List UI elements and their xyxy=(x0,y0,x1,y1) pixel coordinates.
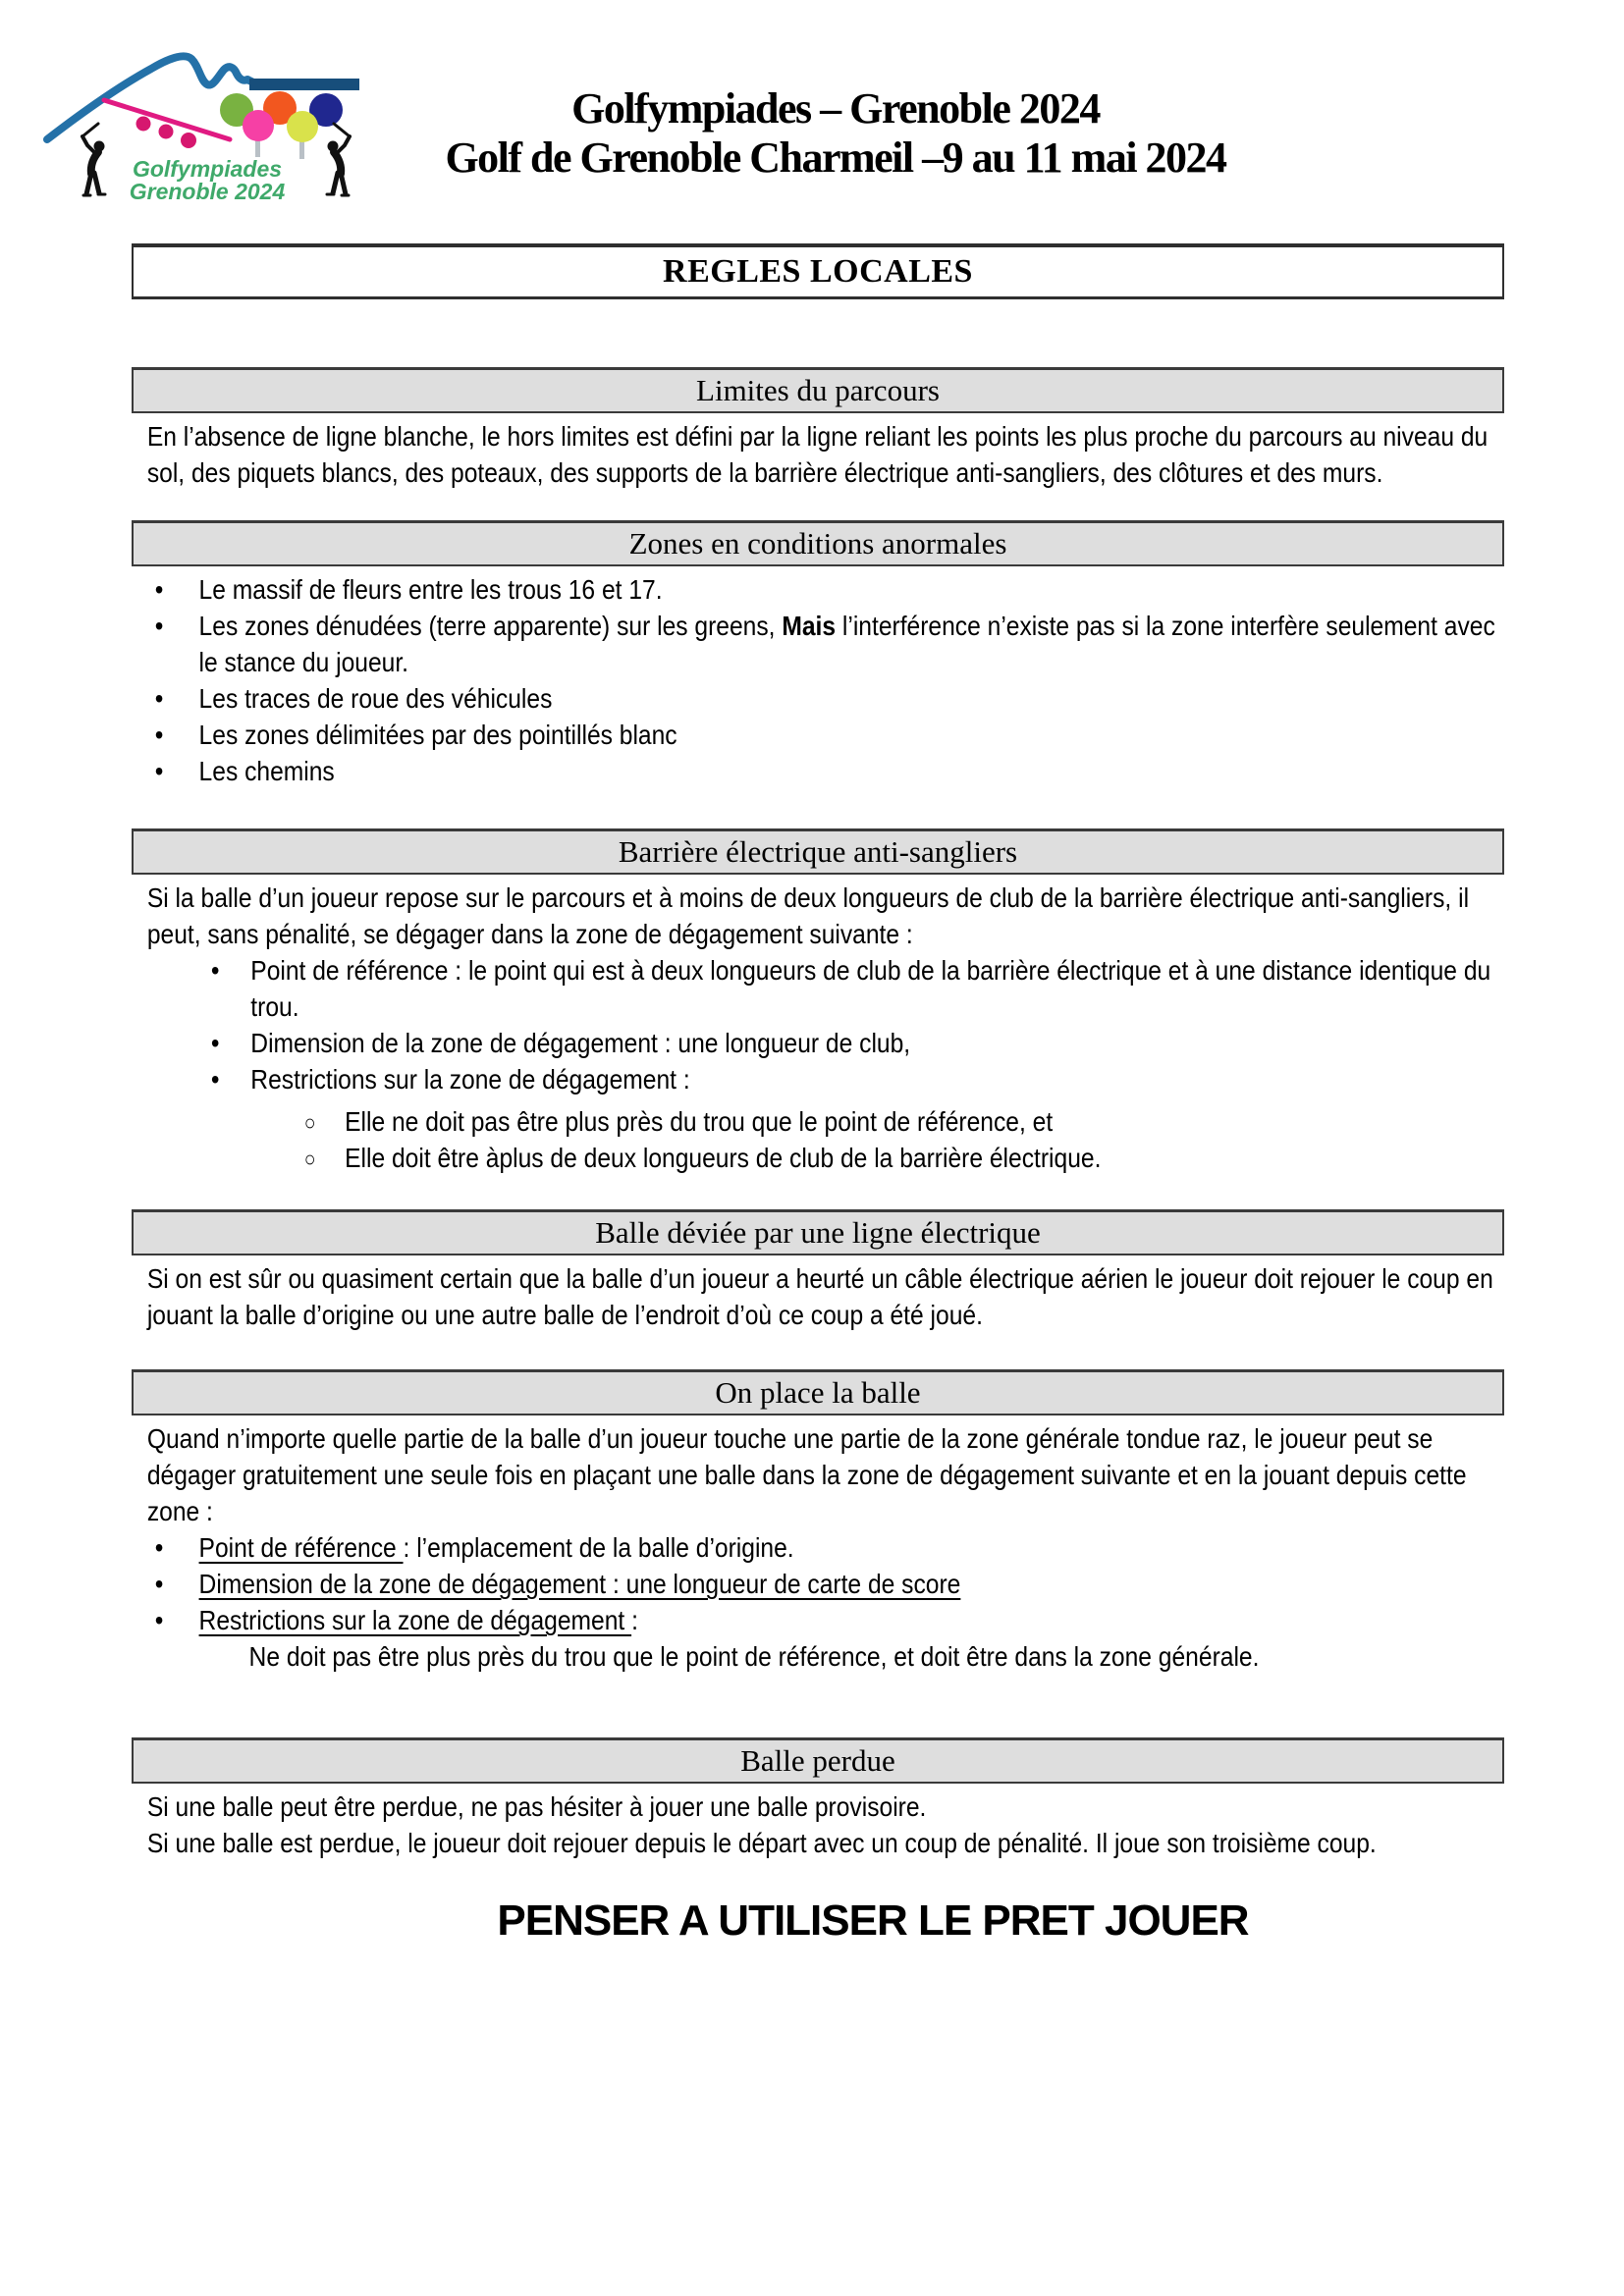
bullet-item xyxy=(132,1103,1504,1140)
bullet-item xyxy=(132,753,1504,789)
section xyxy=(132,1737,1624,1861)
title-line-1: Golfympiades – Grenoble 2024 xyxy=(571,84,1100,133)
disc-bullet-icon: • xyxy=(210,1028,220,1058)
paragraph xyxy=(132,1260,1504,1333)
text-run: Point de référence : le point qui est à deux longueurs de club de la barrière électrique et à une distance identique du trou. xyxy=(250,955,1491,1022)
section-header xyxy=(132,520,1504,566)
title-line-2: Golf de Grenoble Charmeil –9 au 11 mai 2024 xyxy=(445,133,1226,182)
disc-bullet-icon: • xyxy=(154,574,164,605)
section xyxy=(132,828,1624,1176)
section-header xyxy=(132,828,1504,875)
text-run: Le massif de fleurs entre les trous 16 et 17. xyxy=(198,574,663,605)
bullet-item xyxy=(132,1566,1504,1602)
text-run: Si on est sûr ou quasiment certain que la balle d’un joueur a heurté un câble électrique aérien le joueur doit rejouer le coup en jouant la balle d’origine ou une autre balle de l’endroit d’où ce coup a été joué. xyxy=(146,1263,1493,1330)
section xyxy=(132,1209,1624,1333)
bullet-item xyxy=(132,717,1504,753)
text-run: Point de référence : l’emplacement de la balle d’origine. xyxy=(198,1532,794,1563)
disc-bullet-icon: • xyxy=(210,1064,220,1095)
section-header xyxy=(132,367,1504,413)
text-run: Dimension de la zone de dégagement : une longueur de carte de score xyxy=(198,1569,961,1599)
section-header xyxy=(132,1369,1504,1415)
bullet-item xyxy=(132,571,1504,608)
disc-bullet-icon: • xyxy=(210,955,220,986)
section-title: Balle déviée par une ligne électrique xyxy=(595,1215,1041,1250)
section-header xyxy=(132,1209,1504,1255)
text-run: Elle ne doit pas être plus près du trou que le point de référence, et xyxy=(345,1106,1054,1137)
text-run: Restrictions sur la zone de dégagement : xyxy=(250,1064,690,1095)
text-run: Les zones délimitées par des pointillés blanc xyxy=(198,720,677,750)
section-title: Zones en conditions anormales xyxy=(628,526,1007,561)
text-run: Dimension de la zone de dégagement : une longueur de club, xyxy=(250,1028,911,1058)
section-title: Barrière électrique anti-sangliers xyxy=(618,834,1018,869)
paragraph xyxy=(132,880,1504,952)
bullet-item xyxy=(132,952,1504,1025)
text-run: Si la balle d’un joueur repose sur le parcours et à moins de deux longueurs de club de la barrière électrique anti-sangliers, il peut, sans pénalité, se dégager dans la zone de dégagement suivante : xyxy=(146,882,1470,949)
paragraph xyxy=(132,418,1504,491)
section xyxy=(132,1369,1624,1675)
logo-text-line2: Grenoble 2024 xyxy=(129,179,286,204)
text-run: Si une balle est perdue, le joueur doit rejouer depuis le départ avec un coup de pénalité. Il joue son troisième coup. xyxy=(146,1828,1377,1858)
logo-text-line1: Golfympiades xyxy=(132,156,283,182)
text-run: Les chemins xyxy=(198,756,335,786)
paragraph xyxy=(132,1789,1504,1825)
bullet-item xyxy=(132,1140,1504,1176)
main-title: REGLES LOCALES xyxy=(663,253,973,290)
text-run: En l’absence de ligne blanche, le hors limites est défini par la ligne reliant les points les plus proche du parcours au niveau du sol, des piquets blancs, des poteaux, des supports de la barrière électrique anti-sangliers, des clôtures et des murs. xyxy=(146,421,1489,488)
section-title: Balle perdue xyxy=(740,1743,895,1778)
section-header xyxy=(132,1737,1504,1784)
main-title-box xyxy=(132,243,1504,299)
disc-bullet-icon: • xyxy=(154,611,164,641)
disc-bullet-icon: • xyxy=(154,683,164,714)
paragraph xyxy=(132,1420,1504,1529)
bullet-item xyxy=(132,1529,1504,1566)
disc-bullet-icon: • xyxy=(154,1532,164,1563)
bullet-item xyxy=(132,1025,1504,1061)
bullet-item xyxy=(132,608,1504,680)
text-run: Quand n’importe quelle partie de la balle d’un joueur touche une partie de la zone générale tondue raz, le joueur peut se dégager gratuitement une seule fois en plaçant une balle dans la zone de dégagement suivante et en la jouant depuis cette zone : xyxy=(146,1423,1467,1526)
disc-bullet-icon: • xyxy=(154,1569,164,1599)
bullet-item xyxy=(132,1602,1504,1638)
text-run: Elle doit être àplus de deux longueurs de club de la barrière électrique. xyxy=(345,1143,1102,1173)
circle-bullet-icon: ○ xyxy=(303,1147,316,1171)
text-run: Restrictions sur la zone de dégagement : xyxy=(198,1605,638,1635)
sections xyxy=(132,367,1624,1861)
section xyxy=(132,520,1624,789)
disc-bullet-icon: • xyxy=(154,720,164,750)
section-title: On place la balle xyxy=(715,1375,921,1410)
indented-line xyxy=(132,1638,1504,1675)
disc-bullet-icon: • xyxy=(154,756,164,786)
disc-bullet-icon: • xyxy=(154,1605,164,1635)
section xyxy=(132,367,1624,491)
text-run: Les traces de roue des véhicules xyxy=(198,683,553,714)
section-title: Limites du parcours xyxy=(696,373,940,407)
bullet-item xyxy=(132,1061,1504,1097)
paragraph xyxy=(132,1825,1504,1861)
text-run: Ne doit pas être plus près du trou que le point de référence, et doit être dans la zone générale. xyxy=(248,1641,1260,1672)
bullet-item xyxy=(132,680,1504,717)
text-run: Les zones dénudées (terre apparente) sur les greens, Mais l’interférence n’existe pas si la zone interfère seulement avec le stance du joueur. xyxy=(198,611,1495,677)
footer-reminder: PENSER A UTILISER LE PRET JOUER xyxy=(497,1896,1249,1945)
circle-bullet-icon: ○ xyxy=(303,1110,316,1135)
text-run: Si une balle peut être perdue, ne pas hésiter à jouer une balle provisoire. xyxy=(146,1791,927,1822)
